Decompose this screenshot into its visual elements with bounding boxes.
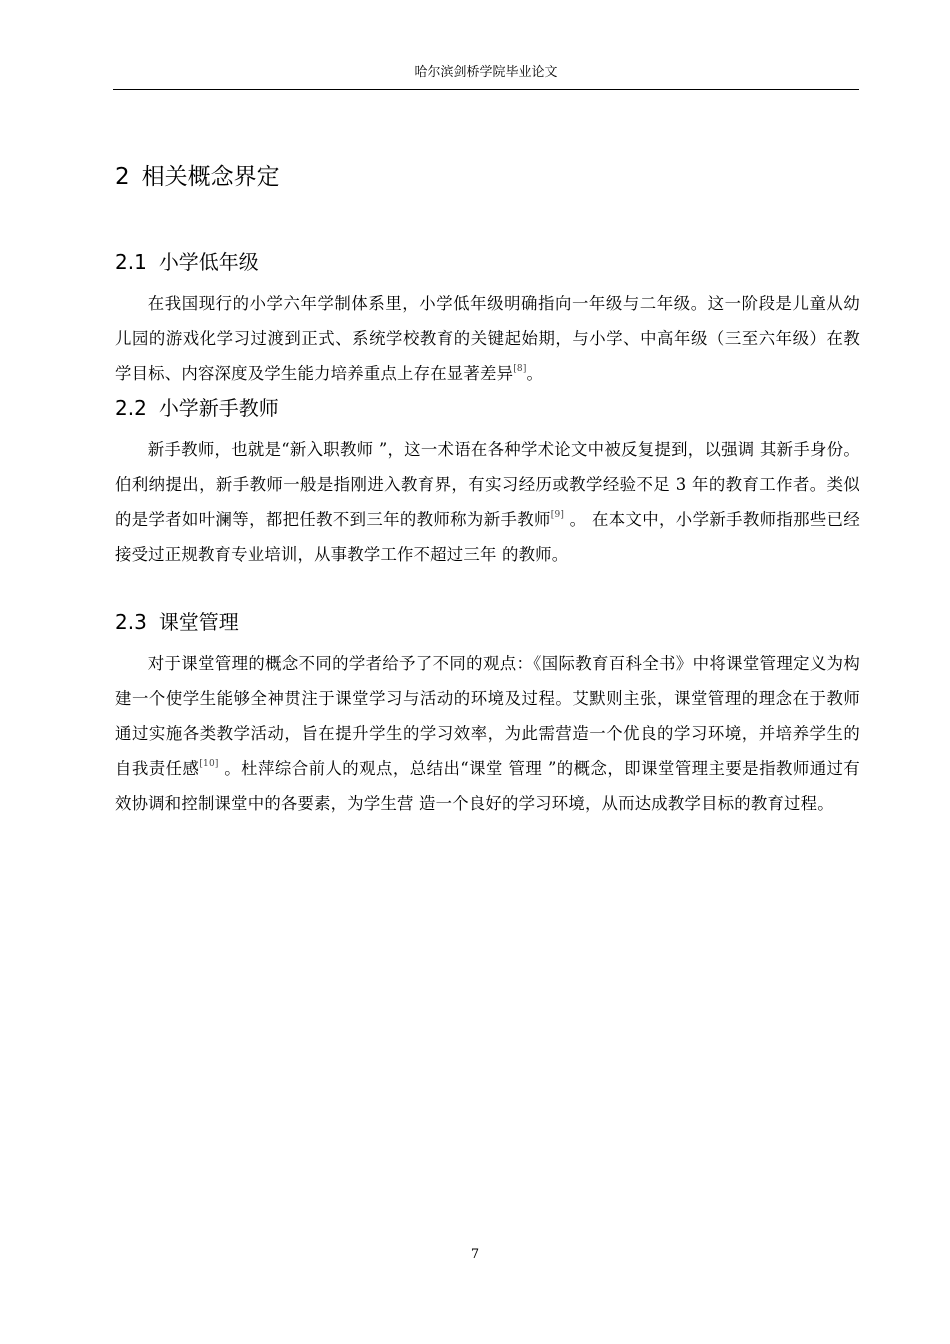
section-number: 2.1 [115,250,147,274]
page-number: 7 [470,1247,480,1262]
section-paragraph-2-2 [115,432,860,572]
section-title: 小学低年级 [158,250,259,274]
chapter-number: 2 [115,164,130,190]
section-number: 2.3 [115,610,147,634]
paragraph-text-after: 。 在本文中，小学新手教师指那些已经接受过正规教育专业培训，从事教学工作不超过三年 的教师。 [115,510,860,564]
paragraph-text: 对于课堂管理的概念不同的学者给予了不同的观点：《国际教育百科全书》中将课堂管理定义为构建一个使学生能够全神贯注于课堂学习与活动的环境及过程。艾默则主张，课堂管理的理念在于教师通过实施各类教学活动，旨在提升学生的学习效率，为此需营造一个优良的学习环境，并培养学生的自我责任感 [115,654,860,778]
paragraph-text: 在我国现行的小学六年学制体系里，小学低年级明确指向一年级与二年级。这一阶段是儿童从幼儿园的游戏化学习过渡到正式、系统学校教育的关键起始期，与小学、中高年级（三至六年级）在教学目标、内容深度及学生能力培养重点上存在显著差异 [115,294,860,383]
page-header [113,64,859,90]
section-paragraph-2-1 [115,286,860,391]
citation: [10] [199,759,219,769]
section-title: 小学新手教师 [158,396,279,420]
citation: [9] [550,510,565,520]
chapter-title: 相关概念界定 [141,164,280,190]
section-title: 课堂管理 [158,610,239,634]
section-heading-2-3 [115,609,239,635]
citation: [8] [513,364,527,374]
section-heading-2-2 [115,395,279,421]
section-heading-2-1 [115,249,259,275]
paragraph-text-after: 。杜萍综合前人的观点，总结出“课堂 管理 ”的概念，即课堂管理主要是指教师通过有效协调和控制课堂中的各要素，为学生营 造一个良好的学习环境，从而达成教学目标的教育过程。 [115,759,861,813]
section-number: 2.2 [115,396,147,420]
header-title: 哈尔滨剑桥学院毕业论文 [414,65,558,80]
paragraph-text: 新手教师，也就是“新入职教师 ”，这一术语在各种学术论文中被反复提到，以强调 其新手身份。伯利纳提出，新手教师一般是指刚进入教育界，有实习经历或教学经验不足 3 年的教育工作者。类似的是学者如叶澜等，都把任教不到三年的教师称为新手教师 [115,440,860,529]
chapter-heading [115,162,280,192]
section-paragraph-2-3 [115,646,860,821]
paragraph-text-after: 。 [526,364,544,383]
